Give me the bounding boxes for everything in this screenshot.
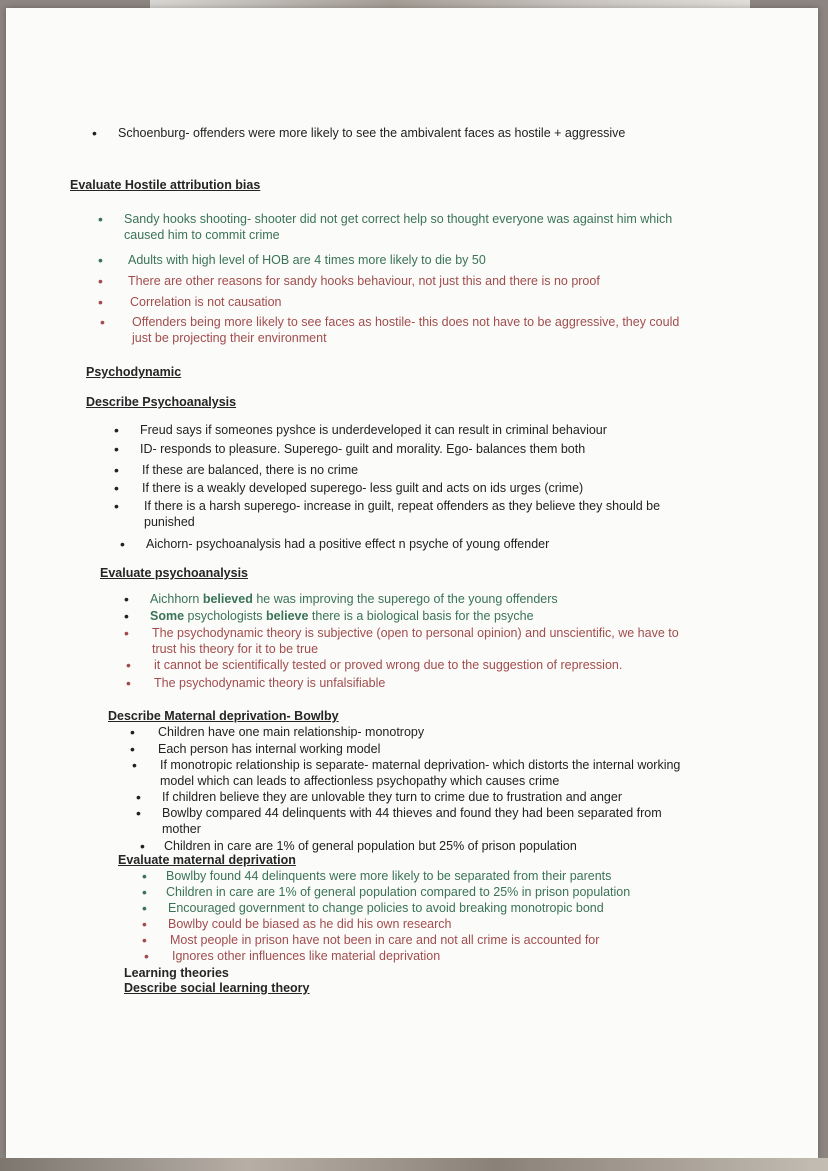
bullet: • <box>114 480 119 496</box>
bullet: • <box>124 625 129 641</box>
list-item <box>142 868 692 884</box>
list-item <box>98 294 696 310</box>
list-item-text <box>150 608 704 624</box>
bullet: • <box>142 916 147 932</box>
bullet: • <box>98 252 103 268</box>
list-item <box>124 608 704 624</box>
bullet: • <box>142 932 147 948</box>
section-heading: Describe social learning theory <box>124 981 310 995</box>
bullet: • <box>142 884 147 900</box>
list-item-text: Children in care are 1% of general population but 25% of prison population <box>164 839 577 853</box>
bullet: • <box>142 868 147 884</box>
list-item <box>114 498 670 530</box>
section-title: Learning theories <box>124 966 229 980</box>
list-item-text: There are other reasons for sandy hooks behaviour, not just this and there is no proof <box>128 274 600 288</box>
list-item-text: Freud says if someones pyshce is underdeveloped it can result in criminal behaviour <box>140 423 607 437</box>
list-item-text: Correlation is not causation <box>130 295 282 309</box>
list-item-text: If there is a weakly developed superego- less guilt and acts on ids urges (crime) <box>142 481 584 495</box>
bullet: • <box>130 724 135 740</box>
bullet: • <box>100 314 105 330</box>
section-heading: Evaluate Hostile attribution bias <box>70 178 261 192</box>
list-item <box>136 805 682 837</box>
section-heading: Describe Psychoanalysis <box>86 395 237 409</box>
list-item <box>136 789 682 805</box>
list-item-text: Ignores other influences like material deprivation <box>172 949 441 963</box>
paper-top-edge <box>150 0 750 8</box>
list-item-text: If these are balanced, there is no crime <box>142 463 359 477</box>
list-item <box>114 462 694 478</box>
list-item-text: it cannot be scientifically tested or proved wrong due to the suggestion of repression. <box>154 658 623 672</box>
section-heading: Evaluate maternal deprivation <box>118 853 296 867</box>
list-item-text: Schoenburg- offenders were more likely to see the ambivalent faces as hostile + aggressive <box>118 126 626 140</box>
list-item <box>130 724 690 740</box>
list-item <box>94 125 654 141</box>
section-title: Psychodynamic <box>86 365 182 379</box>
list-item-text: Bowlby found 44 delinquents were more likely to be separated from their parents <box>166 869 612 883</box>
list-item-text: The psychodynamic theory is unfalsifiable <box>154 676 386 690</box>
bullet: • <box>92 125 97 141</box>
section-heading: Evaluate psychoanalysis <box>100 566 248 580</box>
bullet: • <box>144 948 149 964</box>
list-item-text: Children have one main relationship- monotropy <box>158 725 425 739</box>
list-item <box>130 741 690 757</box>
list-item <box>120 536 700 552</box>
bullet: • <box>130 741 135 757</box>
list-item <box>98 273 696 289</box>
list-item-text: ID- responds to pleasure. Superego- guilt and morality. Ego- balances them both <box>140 442 586 456</box>
list-item-text: Each person has internal working model <box>158 742 381 756</box>
bullet: • <box>98 273 103 289</box>
list-item <box>142 900 692 916</box>
list-item <box>126 657 696 673</box>
bullet: • <box>140 838 145 854</box>
bullet: • <box>114 422 119 438</box>
list-item-text: The psychodynamic theory is subjective (open to personal opinion) and unscientific, we have to trust his theory for it to be true <box>152 626 679 656</box>
list-item-text: Children in care are 1% of general population compared to 25% in prison population <box>166 885 631 899</box>
list-item-text: Bowlby compared 44 delinquents with 44 thieves and found they had been separated from mother <box>162 806 662 836</box>
list-item-text: Adults with high level of HOB are 4 times more likely to die by 50 <box>128 253 486 267</box>
list-item-text: If there is a harsh superego- increase in guilt, repeat offenders as they believe they should be punished <box>144 499 661 529</box>
list-item <box>114 422 694 438</box>
list-item-text: Sandy hooks shooting- shooter did not get correct help so thought everyone was against him which caused him to commit crime <box>124 212 673 242</box>
bullet: • <box>114 441 119 457</box>
list-item <box>124 591 704 607</box>
list-item-text: If children believe they are unlovable they turn to crime due to frustration and anger <box>162 790 622 804</box>
bullet: • <box>142 900 147 916</box>
list-item-text: Encouraged government to change policies to avoid breaking monotropic bond <box>168 901 604 915</box>
list-item <box>144 948 694 964</box>
bold-word: Some <box>150 609 185 623</box>
list-item <box>142 916 692 932</box>
list-item-text: Bowlby could be biased as he did his own research <box>168 917 452 931</box>
bullet: • <box>120 536 125 552</box>
list-item <box>142 932 692 948</box>
list-item-text: Most people in prison have not been in care and not all crime is accounted for <box>170 933 600 947</box>
list-item <box>114 480 694 496</box>
table-surface <box>0 1158 828 1171</box>
bullet: • <box>114 462 119 478</box>
bold-word: believe <box>266 609 309 623</box>
bullet: • <box>136 805 141 821</box>
list-item <box>98 211 696 243</box>
section-heading: Describe Maternal deprivation- Bowlby <box>108 709 339 723</box>
list-item <box>142 884 692 900</box>
list-item <box>132 757 692 789</box>
bullet: • <box>124 591 129 607</box>
bullet: • <box>114 498 119 514</box>
list-item <box>100 314 696 346</box>
bullet: • <box>126 675 131 691</box>
bullet: • <box>132 757 137 773</box>
list-item-text: Aichorn- psychoanalysis had a positive effect n psyche of young offender <box>146 537 550 551</box>
list-item-text <box>150 591 704 607</box>
list-item <box>98 252 696 268</box>
text-run: there is a biological basis for the psyche <box>308 609 534 623</box>
list-item <box>126 675 696 691</box>
bullet: • <box>124 608 129 624</box>
bullet: • <box>126 657 131 673</box>
text-run: Aichhorn <box>150 592 203 606</box>
list-item <box>114 441 694 457</box>
bold-word: believed <box>202 592 253 606</box>
list-item <box>140 838 686 854</box>
text-run: he was improving the superego of the young offenders <box>252 592 558 606</box>
list-item-text: Offenders being more likely to see faces as hostile- this does not have to be aggressive, they could just be projecting their environment <box>132 315 680 345</box>
list-item-text: If monotropic relationship is separate- maternal deprivation- which distorts the internal working model which can leads to affectionless psychopathy which causes crime <box>160 758 681 788</box>
bullet: • <box>98 211 103 227</box>
text-run: psychologists <box>184 609 267 623</box>
bullet: • <box>136 789 141 805</box>
bullet: • <box>98 294 103 310</box>
list-item <box>124 625 694 657</box>
